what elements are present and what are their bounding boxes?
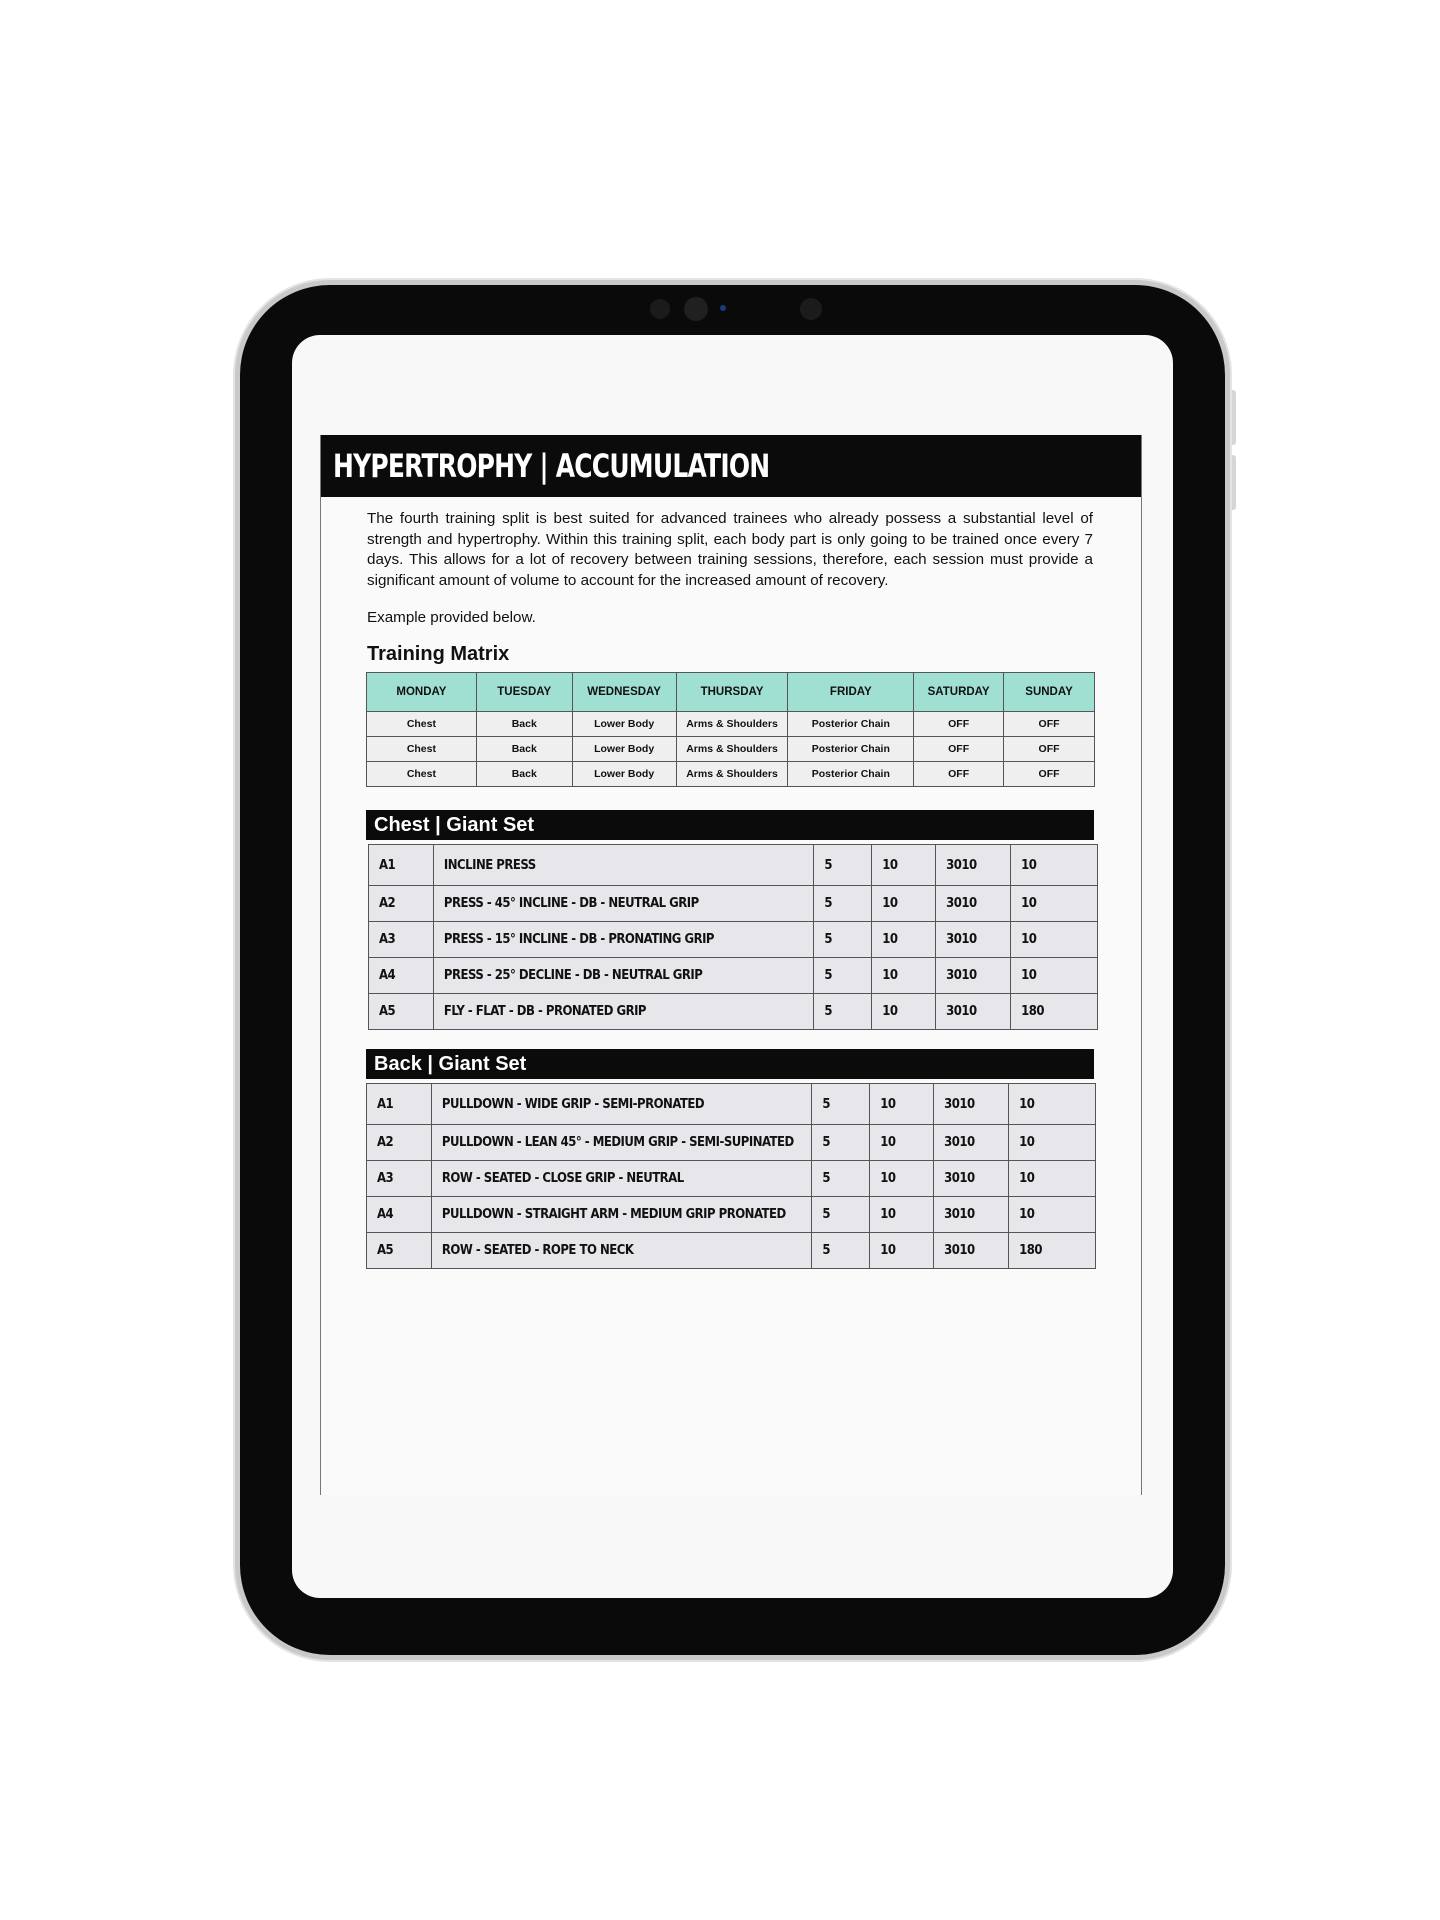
- back-set-heading: Back | Giant Set: [366, 1049, 1094, 1079]
- exercise-rest: 10: [1009, 1197, 1096, 1233]
- exercise-sets: 5: [814, 886, 872, 922]
- table-row: [367, 1197, 1096, 1233]
- matrix-header-cell: MONDAY: [367, 673, 477, 712]
- table-row: [369, 886, 1098, 922]
- exercise-reps: 10: [870, 1084, 934, 1125]
- matrix-cell: Lower Body: [572, 737, 676, 762]
- camera-icon: [684, 297, 708, 321]
- table-row: [369, 994, 1098, 1030]
- exercise-code: A4: [367, 1197, 432, 1233]
- exercise-rest: 10: [1009, 1161, 1096, 1197]
- exercise-reps: 10: [872, 994, 936, 1030]
- exercise-sets: 5: [814, 958, 872, 994]
- exercise-sets: 5: [812, 1161, 870, 1197]
- exercise-sets: 5: [814, 845, 872, 886]
- volume-down-button: [1230, 455, 1236, 510]
- example-note: Example provided below.: [367, 609, 536, 626]
- matrix-cell: Arms & Shoulders: [676, 712, 788, 737]
- matrix-cell: Posterior Chain: [788, 762, 914, 787]
- exercise-name: ROW - SEATED - CLOSE GRIP - NEUTRAL: [431, 1161, 811, 1197]
- matrix-cell: OFF: [1004, 712, 1095, 737]
- matrix-cell: Lower Body: [572, 762, 676, 787]
- matrix-header-cell: WEDNESDAY: [572, 673, 676, 712]
- matrix-cell: OFF: [1004, 737, 1095, 762]
- exercise-sets: 5: [812, 1125, 870, 1161]
- matrix-cell: OFF: [914, 737, 1004, 762]
- matrix-heading: Training Matrix: [367, 643, 510, 665]
- matrix-cell: Back: [476, 712, 572, 737]
- exercise-code: A2: [369, 886, 434, 922]
- exercise-name: PRESS - 25° DECLINE - DB - NEUTRAL GRIP: [433, 958, 813, 994]
- exercise-tempo: 3010: [934, 1233, 1009, 1269]
- exercise-name: FLY - FLAT - DB - PRONATED GRIP: [433, 994, 813, 1030]
- exercise-rest: 10: [1011, 922, 1098, 958]
- matrix-header-cell: FRIDAY: [788, 673, 914, 712]
- table-row: [369, 845, 1098, 886]
- exercise-tempo: 3010: [936, 845, 1011, 886]
- matrix-header-cell: THURSDAY: [676, 673, 788, 712]
- exercise-rest: 10: [1011, 886, 1098, 922]
- table-row: [369, 958, 1098, 994]
- exercise-reps: 10: [870, 1125, 934, 1161]
- exercise-reps: 10: [872, 886, 936, 922]
- table-row: [367, 762, 1095, 787]
- exercise-rest: 10: [1009, 1125, 1096, 1161]
- exercise-tempo: 3010: [934, 1125, 1009, 1161]
- exercise-rest: 10: [1011, 845, 1098, 886]
- exercise-sets: 5: [814, 994, 872, 1030]
- exercise-code: A3: [367, 1161, 432, 1197]
- matrix-cell: Chest: [367, 762, 477, 787]
- table-row: [367, 1084, 1096, 1125]
- table-row: [367, 1233, 1096, 1269]
- document-page: [320, 435, 1142, 1495]
- exercise-name: PRESS - 45° INCLINE - DB - NEUTRAL GRIP: [433, 886, 813, 922]
- matrix-cell: Chest: [367, 737, 477, 762]
- table-row: [367, 1161, 1096, 1197]
- exercise-sets: 5: [812, 1197, 870, 1233]
- exercise-tempo: 3010: [934, 1197, 1009, 1233]
- matrix-cell: Back: [476, 737, 572, 762]
- matrix-cell: Lower Body: [572, 712, 676, 737]
- exercise-tempo: 3010: [936, 886, 1011, 922]
- exercise-reps: 10: [870, 1161, 934, 1197]
- tablet-device: [240, 285, 1225, 1655]
- matrix-cell: Arms & Shoulders: [676, 737, 788, 762]
- exercise-code: A2: [367, 1125, 432, 1161]
- exercise-sets: 5: [812, 1084, 870, 1125]
- matrix-header-cell: SATURDAY: [914, 673, 1004, 712]
- exercise-reps: 10: [872, 958, 936, 994]
- exercise-rest: 180: [1011, 994, 1098, 1030]
- matrix-cell: OFF: [914, 712, 1004, 737]
- exercise-code: A5: [369, 994, 434, 1030]
- exercise-rest: 10: [1009, 1084, 1096, 1125]
- exercise-reps: 10: [870, 1233, 934, 1269]
- exercise-reps: 10: [872, 845, 936, 886]
- exercise-reps: 10: [872, 922, 936, 958]
- exercise-tempo: 3010: [934, 1161, 1009, 1197]
- exercise-sets: 5: [812, 1233, 870, 1269]
- table-row: [369, 922, 1098, 958]
- indicator-icon: [720, 305, 726, 311]
- exercise-code: A1: [367, 1084, 432, 1125]
- tablet-screen: [292, 335, 1173, 1598]
- matrix-cell: OFF: [1004, 762, 1095, 787]
- chest-set-table: [368, 844, 1098, 1030]
- exercise-code: A5: [367, 1233, 432, 1269]
- exercise-tempo: 3010: [936, 922, 1011, 958]
- matrix-header-cell: SUNDAY: [1004, 673, 1095, 712]
- exercise-name: PULLDOWN - LEAN 45° - MEDIUM GRIP - SEMI-SUPINATED: [431, 1125, 811, 1161]
- matrix-cell: Posterior Chain: [788, 737, 914, 762]
- table-row: [367, 737, 1095, 762]
- exercise-code: A1: [369, 845, 434, 886]
- matrix-header-cell: TUESDAY: [476, 673, 572, 712]
- exercise-reps: 10: [870, 1197, 934, 1233]
- exercise-code: A3: [369, 922, 434, 958]
- exercise-rest: 10: [1011, 958, 1098, 994]
- sensor-icon: [800, 298, 822, 320]
- matrix-cell: Posterior Chain: [788, 712, 914, 737]
- exercise-rest: 180: [1009, 1233, 1096, 1269]
- matrix-cell: Back: [476, 762, 572, 787]
- exercise-sets: 5: [814, 922, 872, 958]
- table-row: [367, 712, 1095, 737]
- exercise-name: PRESS - 15° INCLINE - DB - PRONATING GRIP: [433, 922, 813, 958]
- exercise-name: PULLDOWN - WIDE GRIP - SEMI-PRONATED: [431, 1084, 811, 1125]
- sensor-icon: [650, 299, 670, 319]
- back-set-table: [366, 1083, 1096, 1269]
- exercise-name: INCLINE PRESS: [433, 845, 813, 886]
- matrix-cell: Chest: [367, 712, 477, 737]
- page-title: HYPERTROPHY | ACCUMULATION: [321, 435, 1141, 497]
- table-row: [367, 1125, 1096, 1161]
- exercise-tempo: 3010: [936, 994, 1011, 1030]
- matrix-header-row: [367, 673, 1095, 712]
- exercise-code: A4: [369, 958, 434, 994]
- exercise-tempo: 3010: [934, 1084, 1009, 1125]
- exercise-name: ROW - SEATED - ROPE TO NECK: [431, 1233, 811, 1269]
- volume-up-button: [1230, 390, 1236, 445]
- matrix-cell: Arms & Shoulders: [676, 762, 788, 787]
- matrix-cell: OFF: [914, 762, 1004, 787]
- exercise-name: PULLDOWN - STRAIGHT ARM - MEDIUM GRIP PRONATED: [431, 1197, 811, 1233]
- chest-set-heading: Chest | Giant Set: [366, 810, 1094, 840]
- training-matrix-table: [366, 672, 1095, 787]
- intro-paragraph: The fourth training split is best suited for advanced trainees who already possess a substantial level of strength and hypertrophy. Within this training split, each body part is only going to be trained once every 7 days. This allows for a lot of recovery between training sessions, therefore, each session must provide a significant amount of volume to account for the increased amount of recovery.: [367, 510, 1093, 589]
- exercise-tempo: 3010: [936, 958, 1011, 994]
